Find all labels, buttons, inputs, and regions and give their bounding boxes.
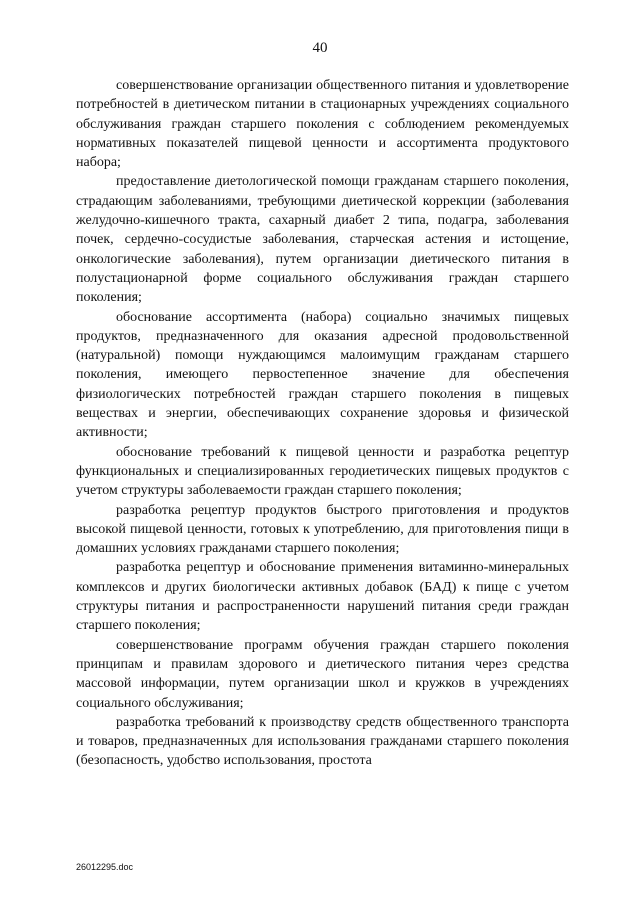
paragraph-7: совершенствование программ обучения граждан старшего поколения принципам и правилам здорового и диетического питания через средства массовой информации, путем организации школ и кружков в учреждениях социального обслуживания;: [76, 637, 569, 711]
paragraph-8: разработка требований к производству средств общественного транспорта и товаров, предназначенных для использования гражданами старшего поколения (безопасность, удобство использования, простота: [76, 714, 569, 769]
paragraph-1: совершенствование организации общественного питания и удовлетворение потребностей в диетическом питании в стационарных учреждениях социального обслуживания граждан старшего поколения с соблюдением рекомендуемых нормативных показателей пищевой ценности и ассортимента продуктового набора;: [76, 78, 569, 171]
paragraph-6: разработка рецептур и обоснование применения витаминно-минеральных комплексов и других биологически активных добавок (БАД) к пище с учетом структуры питания и распространенности нарушений питания среди граждан старшего поколения;: [76, 560, 569, 634]
page-number: 40: [312, 40, 328, 56]
document-body: [76, 76, 569, 771]
paragraph-3: обоснование ассортимента (набора) социально значимых пищевых продуктов, предназначенного для оказания адресной продовольственной (натуральной) помощи нуждающимся малоимущим гражданам старшего поколения, имеющего первостепенное значение для обеспечения физиологических потребностей граждан старшего поколения в пищевых веществах и энергии, обеспечивающих сохранение здоровья и физической активности;: [76, 309, 569, 441]
paragraph-4: обоснование требований к пищевой ценности и разработка рецептур функциональных и специализированных геродиетических пищевых продуктов с учетом структуры заболеваемости граждан старшего поколения;: [76, 444, 569, 499]
paragraph-5: разработка рецептур продуктов быстрого приготовления и продуктов высокой пищевой ценности, готовых к употреблению, для приготовления пищи в домашних условиях гражданами старшего поколения;: [76, 502, 569, 557]
paragraph-2: предоставление диетологической помощи гражданам старшего поколения, страдающим заболеваниями, требующими диетической коррекции (заболевания желудочно-кишечного тракта, сахарный диабет 2 типа, подагра, заболевания почек, сердечно-сосудистые заболевания, старческая астения и истощение, онкологические заболевания), путем организации диетического питания в полустационарной форме социального обслуживания граждан старшего поколения;: [76, 174, 569, 306]
footer-filename: 26012295.doc: [76, 862, 134, 872]
